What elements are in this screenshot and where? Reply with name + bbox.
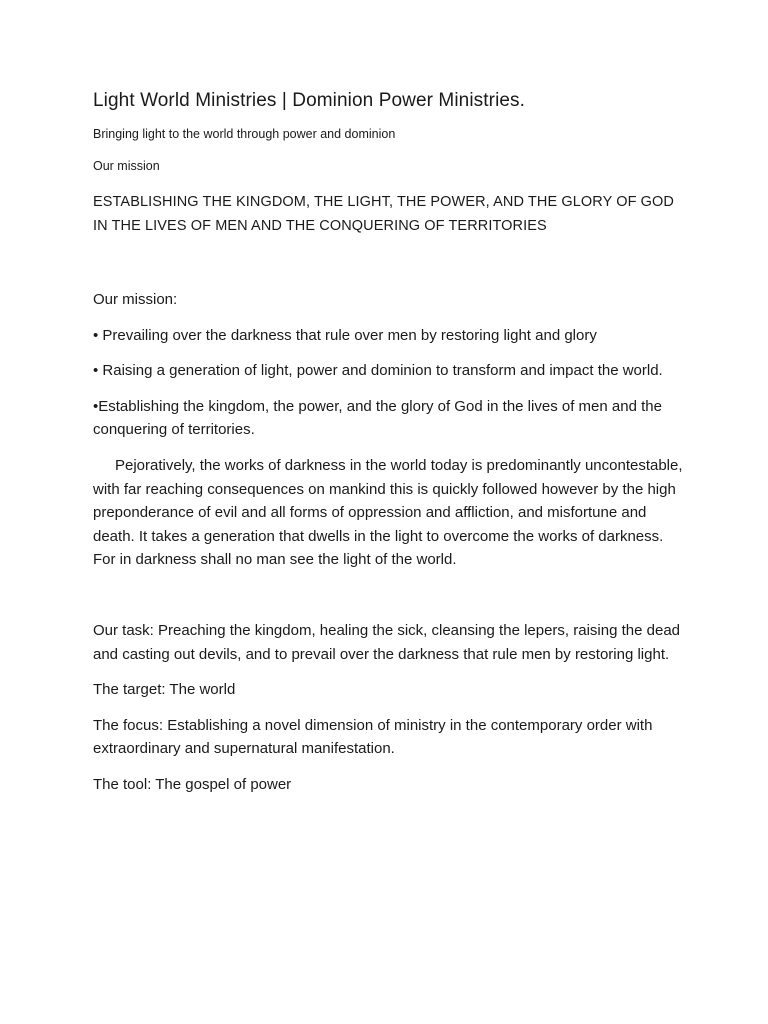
mission-bullet: • Raising a generation of light, power and dominion to transform and impact the world.: [93, 362, 663, 380]
mission-label: Our mission: [93, 159, 160, 173]
mission-bullet: • Prevailing over the darkness that rule over men by restoring light and glory: [93, 326, 597, 344]
tool-line: The tool: The gospel of power: [93, 775, 292, 793]
body-paragraph: Pejoratively, the works of darkness in the world today is predominantly uncontestable, with far reaching consequences on mankind this is quickly followed however by the high preponderance of evil and all forms of oppression and affliction, and misfortune and death. It takes a generation that dwells in the light to overcome the works of darkness. For in darkness shall no man see the light of the world.: [93, 456, 683, 569]
document-title: Light World Ministries | Dominion Power Ministries.: [93, 90, 526, 111]
mission-bullet: •Establishing the kingdom, the power, and the glory of God in the lives of men and the conquering of territories.: [93, 397, 662, 439]
tagline: Bringing light to the world through power and dominion: [93, 127, 396, 141]
focus-line: The focus: Establishing a novel dimension of ministry in the contemporary order with extraordinary and supernatural manifestation.: [93, 716, 653, 758]
document-body: [93, 88, 683, 797]
task-line: Our task: Preaching the kingdom, healing the sick, cleansing the lepers, raising the dead and casting out devils, and to prevail over the darkness that rule men by restoring light.: [93, 621, 681, 663]
mission-heading: Our mission:: [93, 291, 178, 308]
target-line: The target: The world: [93, 681, 236, 699]
mission-statement: ESTABLISHING THE KINGDOM, THE LIGHT, THE POWER, AND THE GLORY OF GOD IN THE LIVES OF MEN AND THE CONQUERING OF TERRITORIES: [93, 194, 675, 234]
